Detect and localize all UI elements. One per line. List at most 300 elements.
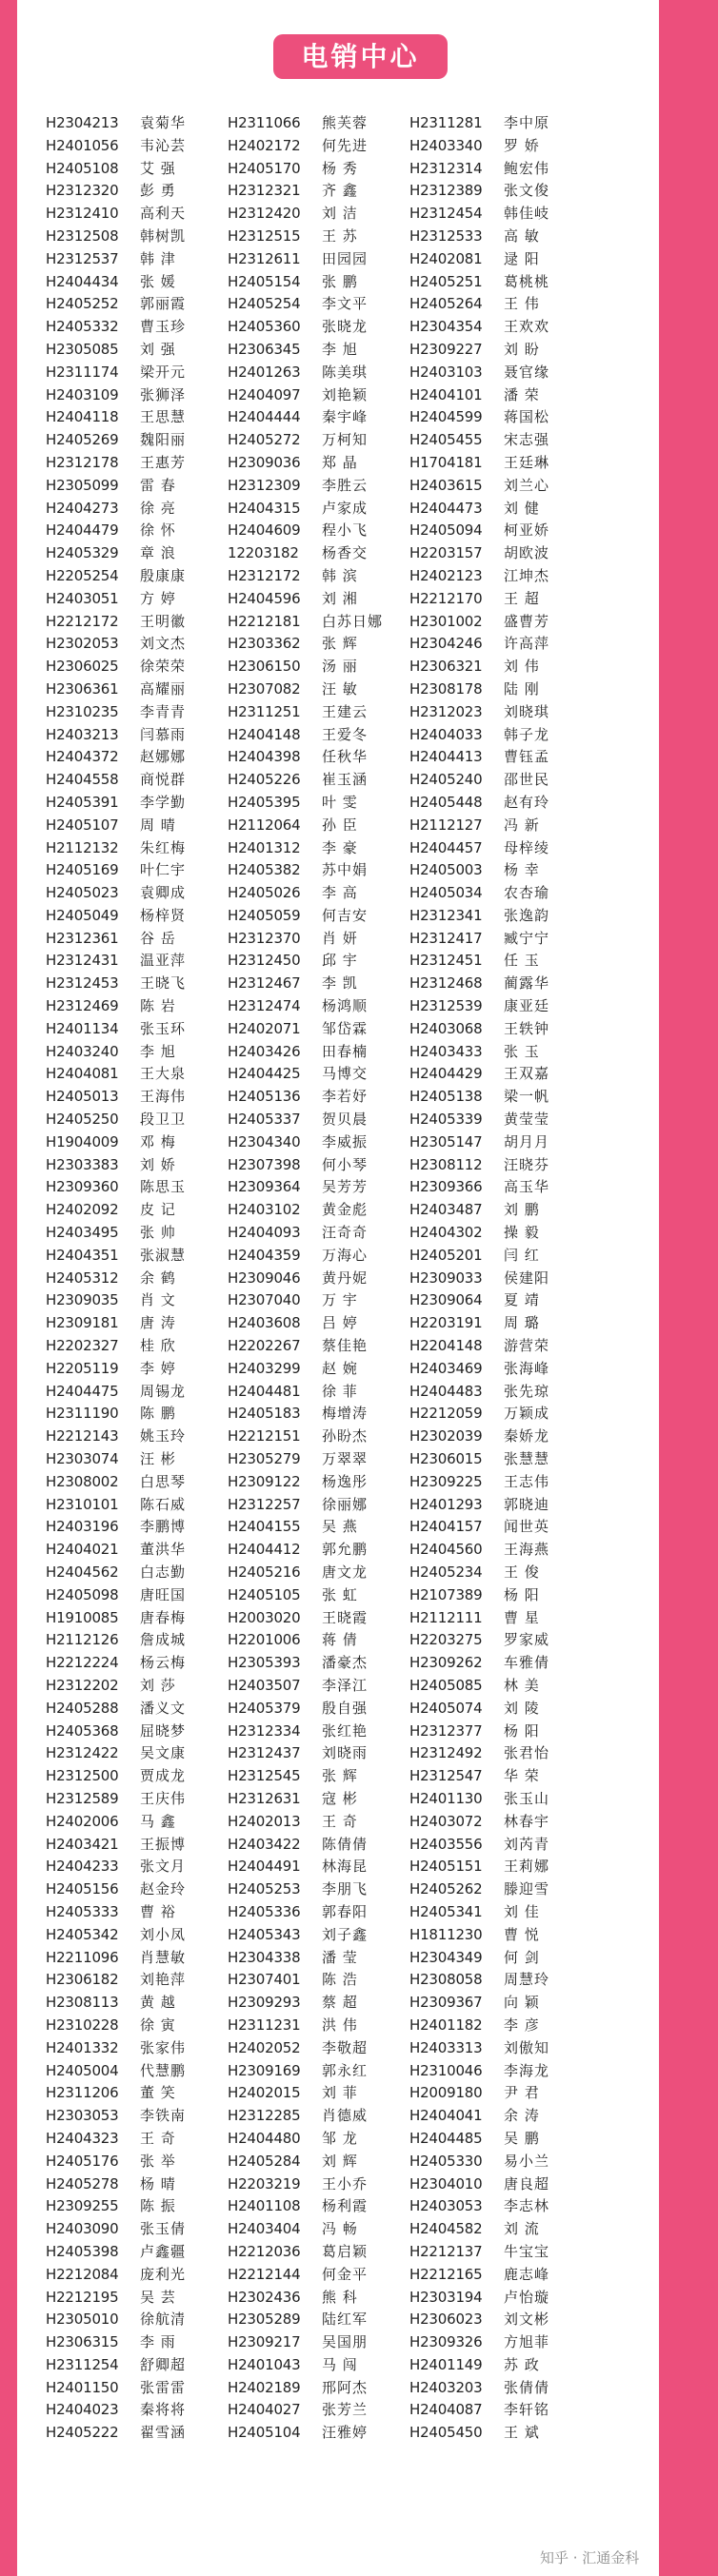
employee-name: 黄丹妮 [322, 1268, 369, 1287]
roster-entry [228, 271, 403, 294]
employee-id: H2307040 [228, 1291, 301, 1309]
employee-id: H2403608 [228, 1314, 301, 1332]
roster-row [46, 769, 655, 792]
employee-id: H2308058 [409, 1971, 483, 1989]
employee-name: 章 浪 [140, 544, 176, 562]
employee-id: H2003020 [228, 1608, 301, 1626]
roster-entry [46, 2015, 221, 2037]
roster-entry [409, 1426, 585, 1448]
roster-entry [46, 1562, 221, 1584]
employee-name: 韩子龙 [504, 725, 550, 743]
employee-name: 闫慕雨 [140, 725, 187, 743]
roster-entry [409, 2128, 585, 2151]
employee-id: H2405156 [46, 1880, 119, 1898]
employee-id: H2404041 [409, 2107, 483, 2125]
employee-id: H2405252 [46, 295, 119, 313]
roster-entry [46, 1358, 221, 1381]
employee-name: 商悦群 [140, 771, 187, 789]
employee-name: 叶 雯 [322, 793, 358, 811]
employee-id: H2312437 [228, 1744, 301, 1762]
roster-entry [409, 1834, 585, 1857]
roster-row [46, 2060, 655, 2083]
roster-entry [46, 2037, 221, 2060]
roster-entry [409, 248, 585, 271]
employee-name: 彭 勇 [140, 182, 176, 200]
roster-entry [409, 339, 585, 362]
roster-row [46, 1494, 655, 1517]
employee-id: H2404473 [409, 499, 483, 517]
roster-row [46, 1176, 655, 1199]
employee-id: H2403090 [46, 2220, 119, 2238]
roster-row [46, 2377, 655, 2400]
employee-name: 王双嘉 [504, 1065, 550, 1083]
roster-entry [409, 1924, 585, 1947]
roster-entry [46, 2195, 221, 2218]
employee-name: 李威振 [322, 1132, 369, 1150]
employee-name: 朱红梅 [140, 838, 187, 856]
roster-row [46, 882, 655, 905]
employee-name: 唐春梅 [140, 1608, 187, 1626]
employee-name: 蒋 倩 [322, 1631, 358, 1649]
employee-id: H2403240 [46, 1042, 119, 1060]
employee-id: H2405332 [46, 318, 119, 336]
employee-name: 郭晓迪 [504, 1495, 550, 1513]
employee-id: H2401043 [228, 2355, 301, 2373]
roster-entry [46, 1721, 221, 1743]
employee-name: 万海心 [322, 1246, 369, 1264]
roster-row [46, 1403, 655, 1426]
roster-entry [228, 384, 403, 407]
roster-entry [228, 1788, 403, 1811]
employee-id: H2312474 [228, 997, 301, 1015]
employee-id: H2304213 [46, 114, 119, 131]
roster-row [46, 1154, 655, 1177]
roster-entry [228, 452, 403, 475]
employee-id: H2405360 [228, 318, 301, 336]
employee-name: 李学勤 [140, 793, 187, 811]
employee-name: 韦沁芸 [140, 136, 187, 154]
employee-id: H2405108 [46, 159, 119, 177]
employee-name: 洪 伟 [322, 2016, 358, 2034]
roster-entry [409, 1335, 585, 1358]
roster-row [46, 2399, 655, 2422]
roster-entry [228, 973, 403, 995]
roster-entry [228, 542, 403, 565]
roster-entry [46, 565, 221, 588]
employee-id: H2204148 [409, 1337, 483, 1355]
employee-id: H2311254 [46, 2355, 119, 2373]
roster-entry [46, 701, 221, 724]
employee-name: 吴芳芳 [322, 1178, 369, 1196]
roster-entry [46, 1289, 221, 1312]
employee-name: 王廷琳 [504, 453, 550, 471]
employee-id: H2305279 [228, 1450, 301, 1468]
employee-id: H2403068 [409, 1019, 483, 1037]
employee-id: H2312492 [409, 1744, 483, 1762]
employee-id: H2405183 [228, 1405, 301, 1423]
roster-row [46, 2195, 655, 2218]
roster-row [46, 928, 655, 951]
roster-entry [228, 2105, 403, 2128]
employee-name: 华 荣 [504, 1767, 540, 1785]
employee-id: H2311174 [46, 363, 119, 381]
roster-entry [409, 2105, 585, 2128]
employee-name: 刘艳萍 [140, 1971, 187, 1989]
employee-name: 殷康康 [140, 566, 187, 584]
employee-id: H2212059 [409, 1405, 483, 1423]
employee-id: H2404434 [46, 272, 119, 290]
roster-row [46, 339, 655, 362]
roster-entry [409, 1312, 585, 1335]
roster-entry [228, 2422, 403, 2445]
employee-id: H2212195 [46, 2288, 119, 2306]
roster-entry [409, 1947, 585, 1970]
employee-id: H2404021 [46, 1541, 119, 1559]
roster-entry [409, 2218, 585, 2241]
roster-entry [409, 1765, 585, 1788]
employee-name: 陈 振 [140, 2197, 176, 2215]
employee-name: 张文月 [140, 1858, 187, 1876]
roster-entry [228, 1947, 403, 1970]
employee-id: H2405023 [46, 884, 119, 902]
roster-entry [46, 1788, 221, 1811]
employee-id: H2404412 [228, 1541, 301, 1559]
roster-entry [46, 2422, 221, 2445]
employee-name: 杨逸彤 [322, 1472, 369, 1490]
roster-entry [228, 2082, 403, 2105]
roster-entry [228, 1494, 403, 1517]
employee-id: H2312508 [46, 226, 119, 245]
employee-id: H2405085 [409, 1676, 483, 1694]
roster-entry [46, 928, 221, 951]
employee-id: H2306315 [46, 2333, 119, 2351]
roster-row [46, 1878, 655, 1901]
roster-entry [46, 1154, 221, 1177]
employee-name: 刘傲知 [504, 2038, 550, 2056]
employee-id: H2403103 [409, 363, 483, 381]
roster-entry [409, 837, 585, 860]
roster-entry [46, 746, 221, 769]
employee-name: 白苏日娜 [322, 612, 384, 630]
roster-entry [409, 1788, 585, 1811]
roster-entry [46, 362, 221, 384]
employee-name: 郭允鹏 [322, 1541, 369, 1559]
roster-row [46, 611, 655, 634]
employee-name: 张 媛 [140, 272, 176, 290]
roster-entry [46, 2354, 221, 2377]
employee-name: 李文平 [322, 295, 369, 313]
roster-entry [46, 656, 221, 678]
employee-name: 卢怡璇 [504, 2288, 550, 2306]
roster-entry [409, 1063, 585, 1086]
employee-id: H2309326 [409, 2333, 483, 2351]
roster-entry [409, 2331, 585, 2354]
employee-id: H2312389 [409, 182, 483, 200]
employee-id: H2405222 [46, 2424, 119, 2442]
employee-id: H2312420 [228, 205, 301, 223]
employee-id: H2405341 [409, 1902, 483, 1920]
employee-name: 刘 娇 [140, 1155, 176, 1173]
roster-entry [46, 2105, 221, 2128]
roster-entry [409, 2354, 585, 2377]
roster-entry [409, 859, 585, 882]
roster-entry [409, 135, 585, 158]
roster-entry [46, 1335, 221, 1358]
source-watermark: 知乎 · 汇通金科 [536, 2547, 643, 2567]
roster-entry [228, 429, 403, 452]
employee-name: 高 敏 [504, 226, 540, 245]
employee-id: H2403433 [409, 1042, 483, 1060]
employee-name: 张先琼 [504, 1382, 550, 1400]
employee-id: H2311206 [46, 2084, 119, 2102]
roster-entry [409, 2195, 585, 2218]
employee-id: H2307401 [228, 1971, 301, 1989]
roster-row [46, 1199, 655, 1222]
roster-row [46, 1516, 655, 1539]
roster-entry [228, 1381, 403, 1404]
employee-id: H2404155 [228, 1518, 301, 1536]
employee-id: H2112132 [46, 838, 119, 856]
roster-row [46, 203, 655, 226]
employee-id: H2312257 [228, 1495, 301, 1513]
roster-entry [228, 1675, 403, 1698]
employee-id: H2212224 [46, 1654, 119, 1672]
roster-entry [46, 2287, 221, 2310]
employee-id: H2305147 [409, 1132, 483, 1150]
roster-entry [228, 1358, 403, 1381]
roster-entry [228, 1131, 403, 1154]
employee-name: 唐文龙 [322, 1563, 369, 1581]
roster-entry [46, 293, 221, 316]
employee-id: H2309217 [228, 2333, 301, 2351]
employee-name: 张倩倩 [504, 2378, 550, 2396]
roster-entry [409, 1176, 585, 1199]
employee-name: 吕 婷 [322, 1314, 358, 1332]
employee-name: 韩 津 [140, 249, 176, 267]
employee-name: 陈美琪 [322, 363, 369, 381]
employee-id: H2404372 [46, 748, 119, 766]
roster-entry [228, 1924, 403, 1947]
employee-id: H2404101 [409, 385, 483, 403]
employee-name: 屈晓梦 [140, 1721, 187, 1740]
roster-entry [228, 2399, 403, 2422]
employee-id: H2303362 [228, 635, 301, 653]
roster-entry [228, 1426, 403, 1448]
roster-entry [228, 1584, 403, 1607]
roster-row [46, 1765, 655, 1788]
roster-entry [228, 1562, 403, 1584]
employee-id: H2310101 [46, 1495, 119, 1513]
roster-row [46, 1924, 655, 1947]
employee-id: H2405201 [409, 1246, 483, 1264]
roster-entry [409, 498, 585, 521]
employee-name: 胡月月 [504, 1132, 550, 1150]
roster-entry [409, 656, 585, 678]
employee-id: H2404323 [46, 2129, 119, 2147]
employee-name: 康亚廷 [504, 997, 550, 1015]
employee-id: H2312023 [409, 702, 483, 720]
employee-name: 刘 洁 [322, 205, 358, 223]
employee-name: 刘 陵 [504, 1699, 540, 1717]
employee-name: 皮 记 [140, 1201, 176, 1219]
roster-row [46, 1222, 655, 1245]
employee-id: H2312545 [228, 1767, 301, 1785]
employee-id: H2403507 [228, 1676, 301, 1694]
employee-name: 刘 鹏 [504, 1201, 540, 1219]
employee-id: H2404081 [46, 1065, 119, 1083]
roster-entry [46, 2128, 221, 2151]
employee-id: H2404599 [409, 408, 483, 426]
employee-id: H2305099 [46, 476, 119, 494]
employee-name: 刘小凤 [140, 1925, 187, 1943]
employee-id: H2402092 [46, 1201, 119, 1219]
employee-id: H2305393 [228, 1654, 301, 1672]
employee-id: H2401150 [46, 2378, 119, 2396]
employee-name: 何小琴 [322, 1155, 369, 1173]
employee-name: 李铁南 [140, 2107, 187, 2125]
roster-entry [46, 905, 221, 928]
roster-entry [46, 429, 221, 452]
employee-name: 陈石威 [140, 1495, 187, 1513]
employee-id: H2405136 [228, 1088, 301, 1106]
employee-id: H2308113 [46, 1994, 119, 2012]
employee-name: 詹成城 [140, 1631, 187, 1649]
employee-name: 桂 欣 [140, 1337, 176, 1355]
roster-entry [46, 475, 221, 498]
roster-entry [46, 226, 221, 248]
employee-name: 侯建阳 [504, 1268, 550, 1287]
employee-id: H2312377 [409, 1721, 483, 1740]
roster-entry [46, 2173, 221, 2196]
employee-id: H2311281 [409, 114, 483, 131]
employee-name: 王庆伟 [140, 1789, 187, 1807]
roster-entry [409, 293, 585, 316]
employee-name: 方旭菲 [504, 2333, 550, 2351]
employee-id: H2403404 [228, 2220, 301, 2238]
roster-entry [409, 180, 585, 203]
roster-entry [409, 1652, 585, 1675]
roster-entry [409, 2060, 585, 2083]
roster-entry [46, 1041, 221, 1064]
employee-name: 汪奇奇 [322, 1224, 369, 1242]
employee-name: 李青青 [140, 702, 187, 720]
employee-id: H2312500 [46, 1767, 119, 1785]
employee-name: 王 超 [504, 589, 540, 607]
roster-entry [46, 316, 221, 339]
employee-name: 王晓霞 [322, 1608, 369, 1626]
roster-entry [228, 1471, 403, 1494]
employee-name: 聂官缘 [504, 363, 550, 381]
employee-id: H2404093 [228, 1224, 301, 1242]
roster-entry [228, 2195, 403, 2218]
employee-name: 李若妤 [322, 1088, 369, 1106]
roster-entry [228, 1403, 403, 1426]
roster-entry [228, 1607, 403, 1630]
employee-name: 刘 辉 [322, 2152, 358, 2170]
employee-name: 王莉娜 [504, 1858, 550, 1876]
roster-entry [46, 203, 221, 226]
roster-entry [228, 1245, 403, 1268]
employee-id: H2405382 [228, 861, 301, 879]
roster-row [46, 905, 655, 928]
employee-name: 农杏瑜 [504, 884, 550, 902]
employee-name: 林海昆 [322, 1858, 369, 1876]
roster-entry [228, 1199, 403, 1222]
employee-name: 葛桃桃 [504, 272, 550, 290]
roster-row [46, 112, 655, 135]
employee-name: 高耀丽 [140, 679, 187, 698]
employee-name: 杨梓贤 [140, 906, 187, 924]
roster-entry [46, 950, 221, 973]
employee-id: H2404562 [46, 1563, 119, 1581]
employee-id: H2404087 [409, 2401, 483, 2419]
employee-name: 刘 菲 [322, 2084, 358, 2102]
employee-id: H2402013 [228, 1812, 301, 1830]
roster-entry [46, 815, 221, 837]
roster-entry [228, 905, 403, 928]
employee-name: 袁卿成 [140, 884, 187, 902]
employee-name: 刘 流 [504, 2220, 540, 2238]
employee-name: 汪晓芬 [504, 1155, 550, 1173]
employee-id: H2403109 [46, 385, 119, 403]
roster-row [46, 678, 655, 701]
roster-entry [46, 2151, 221, 2173]
roster-entry [228, 859, 403, 882]
employee-id: H2404558 [46, 771, 119, 789]
employee-id: H2212144 [228, 2265, 301, 2283]
employee-name: 张 玉 [504, 1042, 540, 1060]
employee-id: H2212137 [409, 2242, 483, 2260]
employee-id: H2405234 [409, 1563, 483, 1581]
employee-name: 林春宇 [504, 1812, 550, 1830]
employee-id: H2405013 [46, 1088, 119, 1106]
employee-id: H2312172 [228, 566, 301, 584]
employee-id: H2306321 [409, 658, 483, 676]
roster-entry [409, 815, 585, 837]
employee-id: H2404560 [409, 1541, 483, 1559]
employee-name: 张海峰 [504, 1359, 550, 1377]
roster-entry [228, 2264, 403, 2287]
employee-id: H2312341 [409, 906, 483, 924]
employee-name: 王建云 [322, 702, 369, 720]
employee-id: H2309364 [228, 1178, 301, 1196]
roster-row [46, 1448, 655, 1471]
roster-entry [409, 2037, 585, 2060]
employee-name: 秦宇峰 [322, 408, 369, 426]
employee-name: 王欢欢 [504, 318, 550, 336]
employee-name: 徐 亮 [140, 499, 176, 517]
employee-name: 刘兰心 [504, 476, 550, 494]
roster-row [46, 701, 655, 724]
roster-entry [228, 769, 403, 792]
employee-name: 李轩铭 [504, 2401, 550, 2419]
roster-entry [46, 1992, 221, 2015]
employee-name: 贺贝晨 [322, 1111, 369, 1129]
employee-id: H2312450 [228, 952, 301, 970]
employee-name: 刘 莎 [140, 1676, 176, 1694]
roster-row [46, 293, 655, 316]
employee-id: H2405059 [228, 906, 301, 924]
employee-name: 尹 君 [504, 2084, 540, 2102]
employee-name: 李敬超 [322, 2038, 369, 2056]
roster-row [46, 2082, 655, 2105]
roster-row [46, 973, 655, 995]
employee-id: H2312547 [409, 1767, 483, 1785]
employee-id: H2202267 [228, 1337, 301, 1355]
employee-name: 张玉环 [140, 1019, 187, 1037]
employee-name: 王 俊 [504, 1563, 540, 1581]
roster-entry [46, 1629, 221, 1652]
